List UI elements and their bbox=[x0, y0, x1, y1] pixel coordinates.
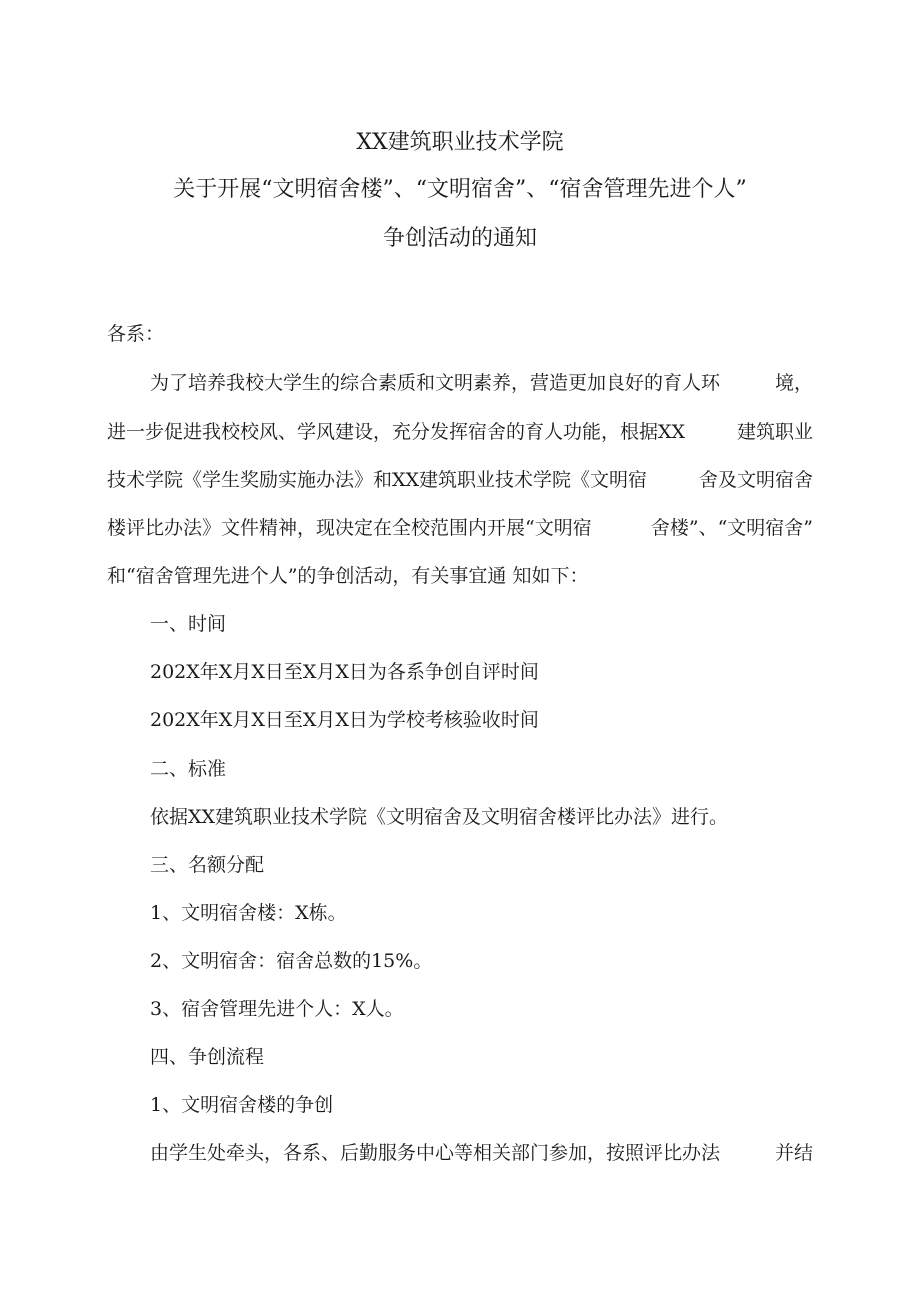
intro-line-1-text: 为了培养我校大学生的综合素质和文明素养，营造更加良好的育人环 bbox=[150, 372, 721, 394]
section-4-text bbox=[150, 1139, 813, 1167]
salutation: 各系： bbox=[107, 323, 165, 345]
intro-line-3-text: 技术学院《学生奖励实施办法》和XX建筑职业技术学院《文明宿 bbox=[107, 469, 648, 491]
intro-line-4-end: 舍楼”、“文明宿舍” bbox=[650, 517, 813, 539]
section-4-heading: 四、争创流程 bbox=[150, 1046, 265, 1068]
intro-line-1 bbox=[150, 369, 813, 397]
title-notice-subject: 关于开展“文明宿舍楼”、“文明宿舍”、“宿舍管理先进个人” bbox=[173, 177, 747, 202]
section-2-heading: 二、标准 bbox=[150, 758, 227, 780]
section-1-item-1: 202X年X月X日至X月X日为各系争创自评时间 bbox=[150, 661, 539, 683]
section-3-item-1: 1、文明宿舍楼：X栋。 bbox=[150, 902, 347, 924]
section-3-item-2: 2、文明宿舍：宿舍总数的15%。 bbox=[150, 950, 433, 972]
intro-line-1-end: 境， bbox=[774, 372, 813, 394]
title-institution: XX建筑职业技术学院 bbox=[356, 130, 564, 155]
section-1-item-2: 202X年X月X日至X月X日为学校考核验收时间 bbox=[150, 709, 539, 731]
section-3-item-3: 3、宿舍管理先进个人：X人。 bbox=[150, 998, 404, 1020]
title-notice-type: 争创活动的通知 bbox=[382, 226, 537, 251]
intro-line-2 bbox=[107, 418, 813, 446]
intro-line-2-end: 建筑职业 bbox=[736, 421, 813, 443]
intro-line-2-text: 进一步促进我校校风、学风建设，充分发挥宿舍的育人功能，根据XX bbox=[107, 421, 686, 443]
section-4-text-end: 并结 bbox=[774, 1142, 813, 1164]
intro-line-3-end: 舍及文明宿舍 bbox=[698, 469, 813, 491]
section-4-text-main: 由学生处牵头，各系、后勤服务中心等相关部门参加，按照评比办法 bbox=[150, 1142, 721, 1164]
section-2-text: 依据XX建筑职业技术学院《文明宿舍及文明宿舍楼评比办法》进行。 bbox=[150, 806, 729, 828]
intro-line-4-text: 楼评比办法》文件精神，现决定在全校范围内开展“文明宿 bbox=[107, 517, 592, 539]
section-3-heading: 三、名额分配 bbox=[150, 854, 265, 876]
section-4-subheading-1: 1、文明宿舍楼的争创 bbox=[150, 1094, 334, 1116]
section-1-heading: 一、时间 bbox=[150, 613, 227, 635]
intro-line-3 bbox=[107, 466, 813, 494]
intro-line-5: 和“宿舍管理先进个人”的争创活动，有关事宜通 知如下： bbox=[107, 565, 589, 587]
intro-line-4 bbox=[107, 514, 813, 542]
